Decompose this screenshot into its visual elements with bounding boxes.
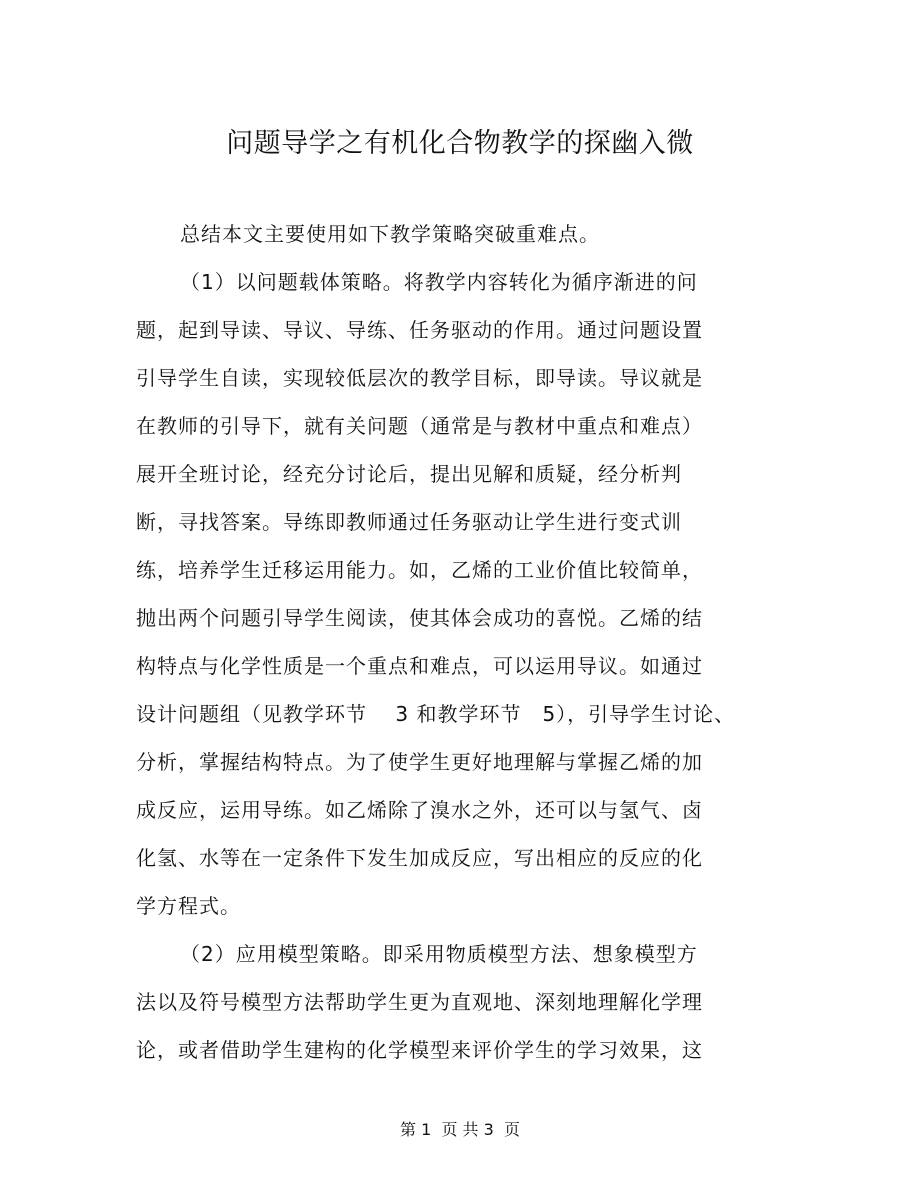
document-title: 问题导学之有机化合物教学的探幽入微 [226,128,694,159]
paragraph-line: 抛出两个问题引导学生阅读，使其体会成功的喜悦。乙烯的结 [136,606,703,630]
paragraph-line: 展开全班讨论，经充分讨论后，提出见解和质疑，经分析判 [136,462,682,486]
paragraph-line: （2）应用模型策略。即采用物质模型方法、想象模型方 [180,942,698,966]
paragraph-line: 练，培养学生迁移运用能力。如，乙烯的工业价值比较简单， [136,558,703,582]
paragraph-line: 成反应，运用导练。如乙烯除了溴水之外，还可以与氢气、卤 [136,798,703,822]
paragraph-line: 在教师的引导下，就有关问题（通常是与教材中重点和难点） [136,414,703,438]
paragraph-line: 构特点与化学性质是一个重点和难点，可以运用导议。如通过 [136,654,703,678]
paragraph-line: 引导学生自读，实现较低层次的教学目标，即导读。导议就是 [136,366,703,390]
page-footer: 第 1 页 共 3 页 [400,1120,520,1139]
paragraph-line: 断，寻找答案。导练即教师通过任务驱动让学生进行变式训 [136,510,682,534]
paragraph-line: 题，起到导读、导议、导练、任务驱动的作用。通过问题设置 [136,318,703,342]
paragraph-line: 分析，掌握结构特点。为了使学生更好地理解与掌握乙烯的加 [136,750,703,774]
paragraph-line: 学方程式。 [136,894,241,918]
paragraph-line: 论，或者借助学生建构的化学模型来评价学生的学习效果，这 [136,1038,703,1062]
paragraph-line: （1）以问题载体策略。将教学内容转化为循序渐进的问 [180,270,698,294]
paragraph-line: 总结本文主要使用如下教学策略突破重难点。 [180,222,600,246]
paragraph-line: 法以及符号模型方法帮助学生更为直观地、深刻地理解化学理 [136,990,703,1014]
paragraph-line: 设计问题组（见教学环节 3 和教学环节 5），引导学生讨论、 [136,702,736,726]
paragraph-line: 化氢、水等在一定条件下发生加成反应，写出相应的反应的化 [136,846,703,870]
